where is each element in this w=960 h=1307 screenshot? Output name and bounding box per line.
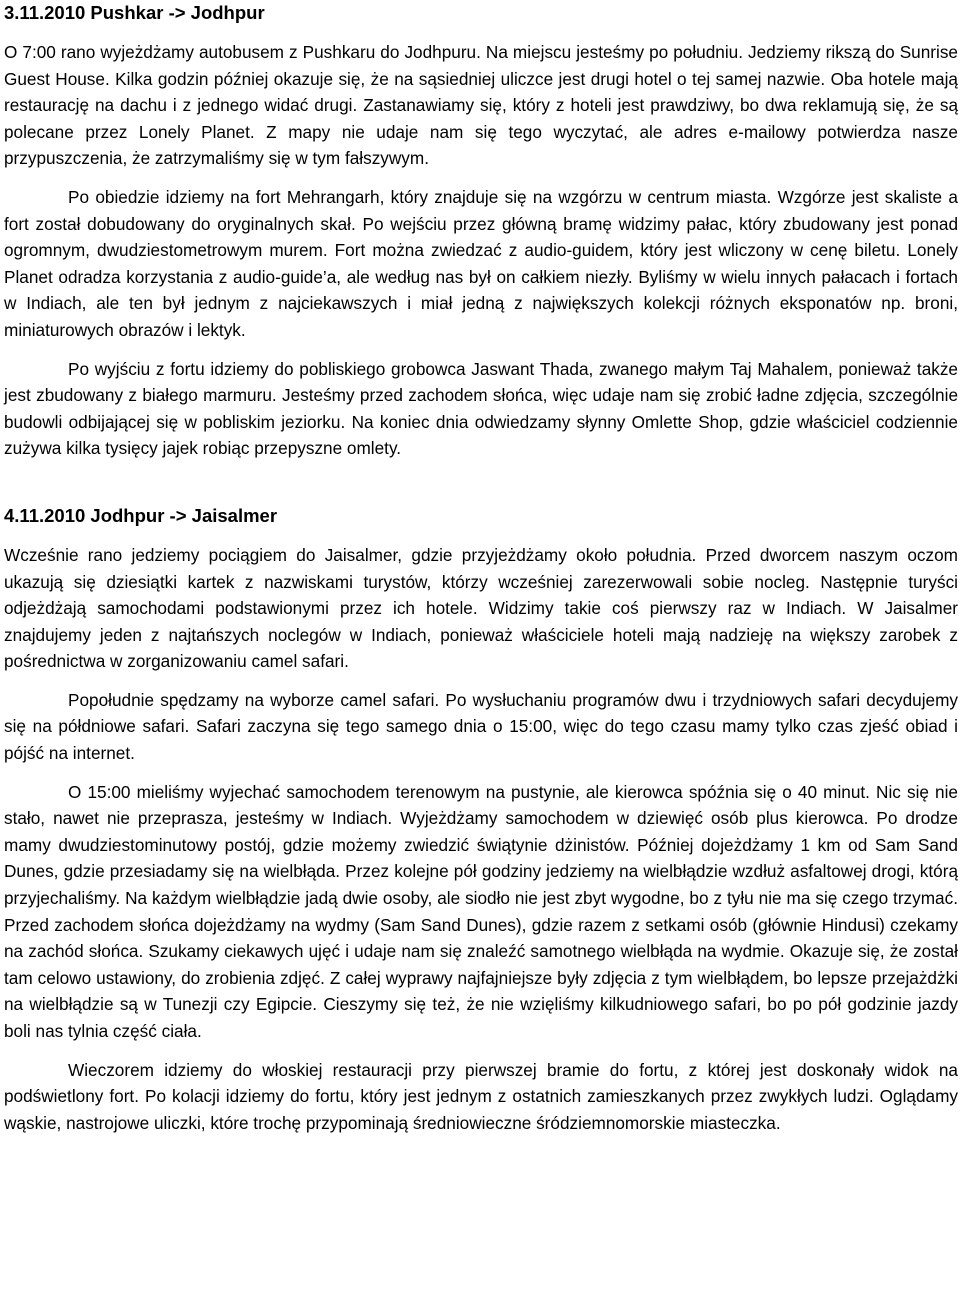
paragraph-arrival-jodhpur: O 7:00 rano wyjeżdżamy autobusem z Pushkaru do Jodhpuru. Na miejscu jesteśmy po południu. Jedziemy rikszą do Sunrise Guest House. Kilka godzin później okazuje się, że na sąsiedniej uliczce jest drugi hotel o tej samej nazwie. Oba hotele mają restaurację na dachu i z jednego widać drugi. Zastanawiamy się, który z hoteli jest prawdziwy, bo dwa reklamują się, że są polecane przez Lonely Planet. Z mapy nie udaje nam się tego wyczytać, ale adres e-mailowy potwierdza nasze przypuszczenia, że zatrzymaliśmy się w tym fałszywym. [4,42,958,169]
paragraph-camel-safari-choice: Popołudnie spędzamy na wyborze camel safari. Po wysłuchaniu programów dwu i trzydniowych safari decydujemy się na półdniowe safari. Safari zaczyna się tego samego dnia o 15:00, więc do tego czasu mamy tylko czas zjeść obiad i pójść na internet. [4,689,958,764]
document-page [4,0,958,1136]
paragraph-mehrangarh-fort: Po obiedzie idziemy na fort Mehrangarh, który znajduje się na wzgórzu w centrum miasta. Wzgórze jest skaliste a fort został dobudowany do oryginalnych skał. Po wejściu przez główną bramę widzimy pałac, który zbudowany jest ponad ogromnym, dwudziestometrowym murem. Fort można zwiedzać z audio-guidem, który jest wliczony w cenę biletu. Lonely Planet odradza korzystania z audio-guide’a, ale według nas był on całkiem niezły. Byliśmy w wielu innych pałacach i fortach w Indiach, ale ten był jednym z najciekawszych i miał jedną z największych kolekcji różnych eksponatów np. broni, miniaturowych obrazów i lektyk. [4,186,958,340]
section-heading-jodhpur-jaisalmer: 4.11.2010 Jodhpur -> Jaisalmer [4,504,278,526]
section-heading-pushkar-jodhpur: 3.11.2010 Pushkar -> Jodhpur [4,2,265,23]
paragraph-arrival-jaisalmer: Wcześnie rano jedziemy pociągiem do Jaisalmer, gdzie przyjeżdżamy około południa. Przed dworcem naszym oczom ukazują się dziesiątki kartek z nazwiskami turystów, którzy wcześniej zarezerwowali sobie nocleg. Następnie turyści odjeżdżają samochodami podstawionymi przez ich hotele. Widzimy takie coś pierwszy raz w Indiach. W Jaisalmer znajdujemy jeden z najtańszych noclegów w Indiach, ponieważ właściciele hoteli mają nadzieję na większy zarobek z pośrednictwa w zorganizowaniu camel safari. [4,544,958,672]
paragraph-evening-fort: Wieczorem idziemy do włoskiej restauracji przy pierwszej bramie do fortu, z której jest doskonały widok na podświetlony fort. Po kolacji idziemy do fortu, który jest jednym z ostatnich zamieszkanych przez zwykłych ludzi. Oglądamy wąskie, nastrojowe uliczki, które trochę przypominają średniowieczne śródziemnomorskie miasteczka. [4,1059,958,1133]
paragraph-desert-trip: O 15:00 mieliśmy wyjechać samochodem terenowym na pustynie, ale kierowca spóźnia się o 40 minut. Nic się nie stało, nawet nie przeprasza, jesteśmy w Indiach. Wyjeżdżamy samochodem w dziewięć osób plus kierowca. Po drodze mamy dwudziestominutowy postój, gdzie możemy zwiedzić świątynie dżinistów. Później dojeżdżamy 1 km od Sam Sand Dunes, gdzie przesiadamy się na wielbłąda. Przez kolejne pół godziny jedziemy na wielbłądzie wzdłuż asfaltowej drogi, którą przyjechaliśmy. Na każdym wielbłądzie jadą dwie osoby, ale siodło nie jest zbyt wygodne, bo z tyłu nie ma się czego trzymać. Przed zachodem słońca dojeżdżamy na wydmy (Sam Sand Dunes), gdzie razem z setkami osób (głównie Hindusi) czekamy na zachód słońca. Szukamy ciekawych ujęć i udaje nam się znaleźć samotnego wielbłąda na wydmie. Okazuje się, że został tam celowo ustawiony, do zrobienia zdjęć. Z całej wyprawy najfajniejsze były zdjęcia z tym wielbłądem, bo lepsze przejażdżki na wielbłądzie są w Tunezji czy Egipcie. Cieszymy się też, że nie wzięliśmy kilkudniowego safari, bo po pół godzinie jazdy boli nas tylnia część ciała. [4,781,958,1041]
paragraph-jaswant-thada: Po wyjściu z fortu idziemy do pobliskiego grobowca Jaswant Thada, zwanego małym Taj Mahalem, ponieważ także jest zbudowany z białego marmuru. Jesteśmy przed zachodem słońca, więc udaje nam się zrobić ładne zdjęcia, szczególnie budowli odbijającej się w pobliskim jeziorku. Na koniec dnia odwiedzamy słynny Omlette Shop, gdzie właściciel codziennie zużywa kilka tysięcy jajek robiąc przepyszne omlety. [4,358,958,459]
